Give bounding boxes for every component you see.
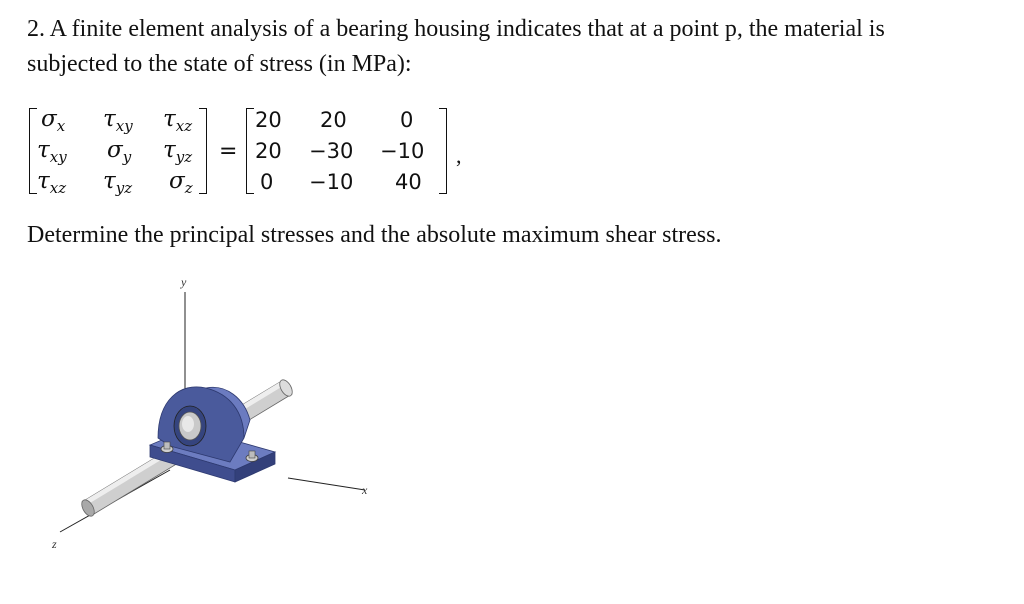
value-cell-0-2: 0 [400,108,414,132]
value-cell-2-2: 40 [395,170,422,194]
value-cell-1-2: −10 [380,139,425,163]
sym-cell-0-0: $\sigma_x$ [41,106,66,135]
trailing-comma: , [456,143,462,168]
sym-cell-2-2: $\sigma_z$ [169,168,193,197]
problem-statement [27,12,987,82]
left-bracket-symbolic [29,108,37,194]
sym-cell-2-0: $\tau_{xz}$ [37,168,67,197]
right-bracket-numeric [439,108,447,194]
right-bracket-symbolic [199,108,207,194]
x-axis-label: x [362,483,368,497]
equals-sign: = [219,139,238,164]
question-text: Determine the principal stresses and the absolute maximum shear stress. [27,222,722,248]
left-bracket-numeric [246,108,254,194]
sym-cell-2-1: $\tau_{yz}$ [103,168,133,197]
sym-cell-1-1: $\sigma_y$ [107,137,132,166]
problem-line-2: subjected to the state of stress (in MPa): [27,51,412,77]
sym-cell-0-1: $\tau_{xy}$ [103,106,133,135]
problem-line-1: 2. A finite element analysis of a bearing housing indicates that at a point p, the material is [27,16,885,42]
x-axis-line [288,478,365,490]
value-cell-1-1: −30 [309,139,354,163]
value-cell-2-0: 0 [260,170,274,194]
value-cell-0-0: 20 [255,108,282,132]
y-axis-label: y [181,275,187,289]
value-cell-1-0: 20 [255,139,282,163]
stress-matrix-equation [27,105,487,200]
sym-cell-1-2: $\tau_{yz}$ [163,137,193,166]
bearing-housing-figure [30,270,390,570]
value-cell-2-1: −10 [309,170,354,194]
z-axis-label: z [52,537,57,551]
value-cell-0-1: 20 [320,108,347,132]
sym-cell-1-0: $\tau_{xy}$ [37,137,67,166]
bearing-illustration [30,270,390,570]
sym-cell-0-2: $\tau_{xz}$ [163,106,193,135]
